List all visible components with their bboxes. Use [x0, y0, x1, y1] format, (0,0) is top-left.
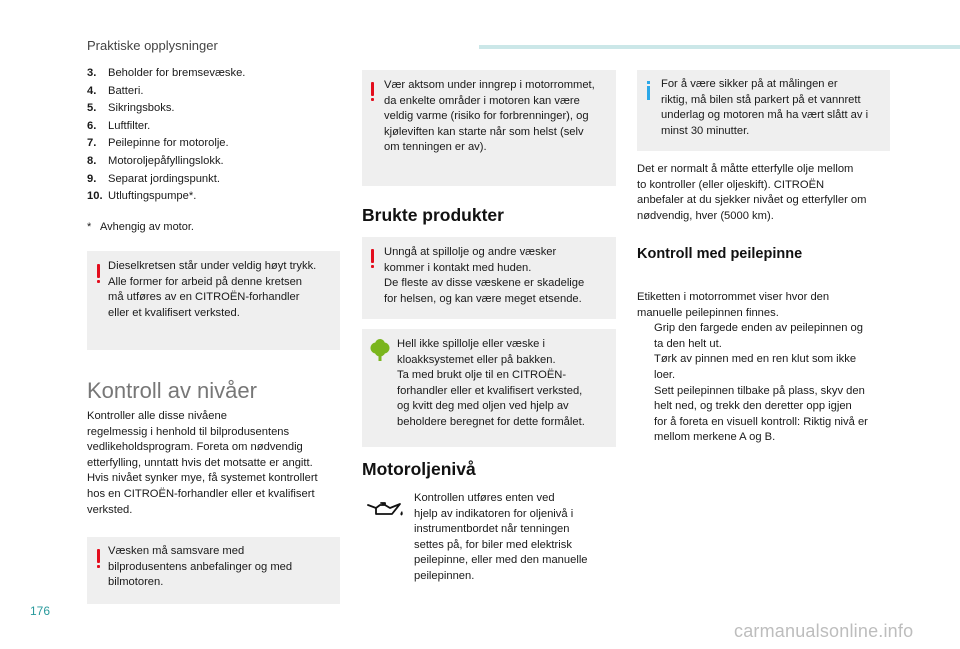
list-item: 4. Batteri. [87, 84, 144, 97]
heading-kontroll-med-peilepinne: Kontroll med peilepinne [637, 246, 803, 262]
oil-can-icon [366, 499, 406, 521]
list-item: 9. Separat jordingspunkt. [87, 172, 220, 185]
exclamation-icon [371, 249, 374, 268]
exclamation-icon [97, 264, 100, 283]
intro-paragraph: Kontroller alle disse nivåene regelmessig i henhold til bilprodusentens vedlikeholdsprogram. Foreta om nødvendig etterfylling, unntatt hvis det motsatte er angitt. Hvis nivået synker mye, få systemet kontrollert hos en CITROËN-forhandler eller et kvalifisert verksted. [87, 410, 318, 516]
list-item: Grip den fargede enden av peilepinnen og ta den helt ut. [654, 322, 863, 350]
list-item: Tørk av pinnen med en ren klut som ikke loer. [654, 353, 857, 381]
exclamation-icon [371, 82, 374, 101]
warning-box-engine [362, 70, 616, 186]
dipstick-instructions: Etiketten i motorrommet viser hvor den manuelle peilepinnen finnes. Grip den fargede enden av peilepinnen og ta den helt ut. Tørk av pinnen med en ren klut som ikke loer. Sett peilepinnen tilbake på plass, skyv den helt ned, og trekk den deretter opp igjen for å foreta en visuell kontroll: Riktig nivå er mellom merkene A og B. [637, 290, 897, 446]
info-text: For å være sikker på at målingen er riktig, må bilen stå parkert på et vannrett underlag og motoren må ha vært slått av i minst 30 minutter. [661, 78, 869, 137]
section-title: Praktiske opplysninger [87, 38, 218, 53]
warning-text: Dieselkretsen står under veldig høyt trykk. Alle former for arbeid på denne kretsen må utføres av en CITROËN-forhandler eller et kvalifisert verksted. [108, 260, 317, 319]
heading-kontroll-av-nivaer: Kontroll av nivåer [87, 378, 257, 403]
info-icon [647, 81, 650, 100]
warning-text: Vær aktsom under inngrep i motorrommet, da enkelte områder i motoren kan være veldig varme (risiko for forbrenninger), og kjøleviften kan starte når som helst (selv om tenningen er av). [384, 79, 595, 154]
warning-text: Væsken må samsvare med bilprodusentens anbefalinger og med bilmotoren. [108, 545, 293, 589]
header-bar [479, 45, 960, 49]
warning-text: Unngå at spillolje og andre væsker kommer i kontakt med huden. De fleste av disse væskene er skadelige for helsen, og kan være meget etsende. [384, 246, 585, 305]
list-item: 10. Utluftingspumpe*. [87, 190, 197, 203]
exclamation-icon [97, 549, 100, 568]
list-item: Sett peilepinnen tilbake på plass, skyv den helt ned, og trekk den deretter opp igjen for å foreta en visuell kontroll: Riktig nivå er mellom merkene A og B. [654, 384, 868, 444]
eco-text: Hell ikke spillolje eller væske i kloakksystemet eller på bakken. Ta med brukt olje til en CITROËN- forhandler eller et kvalifisert verksted, og kvitt deg med oljen ved hjelp av beholdere beregnet for dette formålet. [397, 338, 585, 428]
parts-list [87, 65, 347, 206]
list-item: 5. Sikringsboks. [87, 102, 175, 115]
list-item: 3. Beholder for bremsevæske. [87, 67, 246, 79]
warning-box-diesel [87, 251, 340, 350]
list-item: 8. Motoroljepåfyllingslokk. [87, 154, 224, 167]
oil-level-text: Kontrollen utføres enten ved hjelp av indikatoren for oljenivå i instrumentbordet når tenningen settes på, for biler med elektrisk peilepinne, eller med den manuelle peilepinnen. [414, 492, 588, 582]
warning-box-used [362, 237, 616, 319]
page-number: 176 [30, 604, 51, 618]
watermark: carmanualsonline.info [734, 621, 914, 641]
warning-box-fluid [87, 537, 340, 604]
list-item: 7. Peilepinne for motorolje. [87, 137, 229, 150]
heading-motoroljeniva: Motoroljenivå [362, 459, 476, 479]
eco-box [362, 329, 616, 447]
refill-paragraph: Det er normalt å måtte etterfylle olje mellom to kontroller (eller oljeskift). CITROËN anbefaler at du sjekker nivået og etterfyller om nødvendig, hver (5000 km). [637, 163, 867, 222]
list-item: 6. Luftfilter. [87, 119, 151, 132]
tree-icon [368, 339, 392, 363]
heading-brukte-produkter: Brukte produkter [362, 205, 504, 225]
footnote: * Avhengig av motor. [87, 221, 194, 233]
info-box [637, 70, 890, 151]
